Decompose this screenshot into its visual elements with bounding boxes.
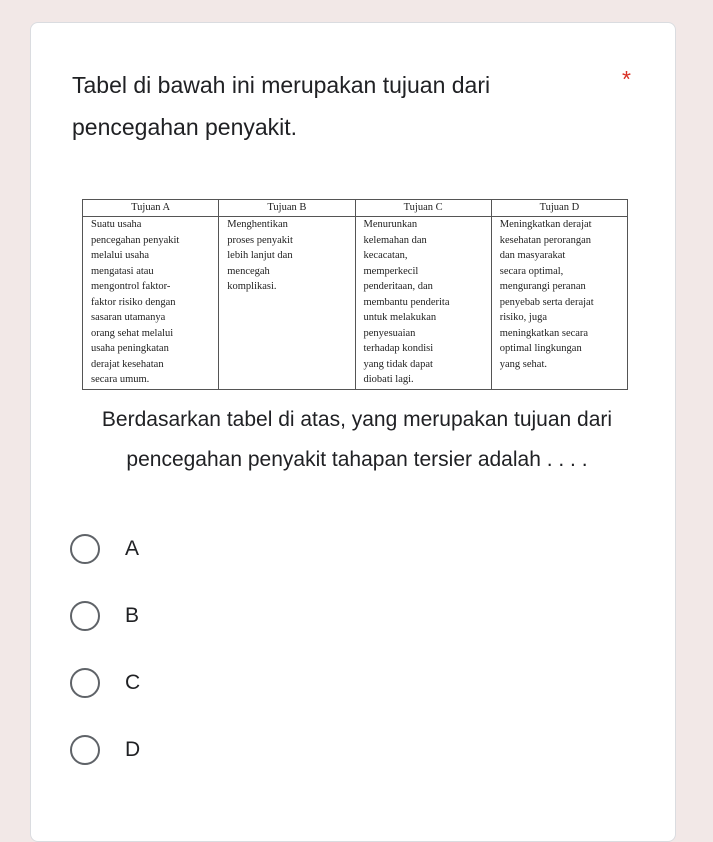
option-label-d: D — [125, 738, 141, 761]
option-b[interactable] — [70, 601, 370, 635]
question-image-table — [82, 199, 628, 390]
radio-button-c[interactable] — [70, 668, 100, 698]
option-label-c: C — [125, 671, 141, 694]
cell-tujuan-b: Menghentikan proses penyakit lebih lanjut dan mencegah komplikasi. — [219, 217, 355, 390]
cell-tujuan-a: Suatu usaha pencegahan penyakit melalui usaha mengatasi atau mengontrol faktor- faktor risiko dengan sasaran utamanya orang sehat melalui usaha peningkatan derajat kesehatan secara umum. — [83, 217, 219, 390]
header-tujuan-a: Tujuan A — [83, 200, 219, 217]
option-label-b: B — [125, 604, 140, 627]
prevention-goals-table — [82, 199, 628, 390]
radio-button-d[interactable] — [70, 735, 100, 765]
cell-tujuan-c: Menurunkan kelemahan dan kecacatan, memperkecil penderitaan, dan membantu penderita untuk melakukan penyesuaian terhadap kondisi yang tidak dapat diobati lagi. — [355, 217, 491, 390]
radio-button-a[interactable] — [70, 534, 100, 564]
option-label-a: A — [125, 537, 140, 560]
table-row — [83, 217, 628, 390]
header-tujuan-c: Tujuan C — [355, 200, 491, 217]
question-title: Tabel di bawah ini merupakan tujuan dari pencegahan penyakit. — [72, 72, 491, 140]
cell-tujuan-d: Meningkatkan derajat kesehatan perorangan dan masyarakat secara optimal, mengurangi peranan penyebab serta derajat risiko, juga meningkatkan secara optimal lingkungan yang sehat. — [491, 217, 627, 390]
option-d[interactable] — [70, 735, 370, 769]
option-a[interactable] — [70, 534, 370, 568]
header-tujuan-d: Tujuan D — [491, 200, 627, 217]
required-asterisk: * — [622, 66, 631, 92]
header-tujuan-b: Tujuan B — [219, 200, 355, 217]
table-header-row — [83, 200, 628, 217]
radio-button-b[interactable] — [70, 601, 100, 631]
option-c[interactable] — [70, 668, 370, 702]
question-description: Berdasarkan tabel di atas, yang merupakan tujuan dari pencegahan penyakit tahapan tersier adalah . . . . — [101, 408, 613, 471]
